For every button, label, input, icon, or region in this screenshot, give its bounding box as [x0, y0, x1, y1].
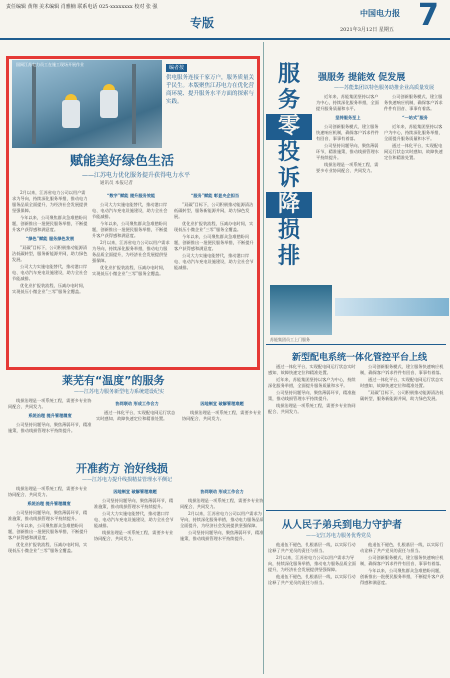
paragraph: 线损治理是一项系统工程，需要多专业协同配合、共同发力。 — [180, 498, 264, 509]
paragraph: 通过一体化平台，实现配电网运行状态实时感知、故障快速定位和精准处置。 — [384, 143, 443, 160]
right-column-2 — [384, 94, 446, 284]
vertical-char: 排 — [277, 244, 300, 269]
paragraph: 公司坚持问题导向，聚焦薄弱环节，精准施策，推动线损管理水平持续提升。 — [180, 530, 264, 541]
paragraph: 今年以来，公司聚焦群众急难愁盼问题，创新推出一批便民服务举措，不断提升客户获得感和满意度。 — [174, 234, 254, 251]
right-banner — [335, 298, 449, 316]
paragraph: 优化业扩报装流程，压减办电时间，实现低压小微企业“三零”服务全覆盖。 — [174, 221, 254, 232]
hard-hat-2 — [103, 84, 115, 90]
paragraph: 公司坚持问题导向，聚焦薄弱环节，精准施策，推动线损管理水平持续提升。 — [268, 390, 356, 401]
paragraph: 公司坚持问题导向，聚焦薄弱环节，精准施策，推动线损管理水平持续提升。 — [8, 510, 88, 521]
issue-date: 2021年3月12日 星期五 — [340, 27, 394, 33]
section-title: 专版 — [190, 16, 215, 30]
article-column-1 — [12, 190, 88, 366]
paragraph: 线损治理是一项系统工程，需要多专业协同配合、共同发力。 — [94, 530, 174, 541]
section-subhead: 因地制宜 破解管理难题 — [113, 489, 157, 494]
story-4-col-2 — [94, 486, 176, 674]
paragraph: 线损治理是一项系统工程，需要多专业协同配合、共同发力。 — [8, 486, 88, 497]
paragraph: 近年来，苏能集团坚持以客户为中心，持续深化服务举措，全面提升服务质量和水平。 — [268, 377, 356, 388]
paragraph: 他退伍不褪色，扎根基层一线，以实际行动诠释了共产党员的责任与担当。 — [268, 574, 356, 585]
paragraph: 公司坚持问题导向，聚焦薄弱环节，精准施策，推动线损管理水平持续提升。 — [94, 498, 174, 509]
section-subhead: 坚持服务至上 — [335, 115, 361, 120]
headline-4[interactable]: 开准药方 治好线损 — [76, 462, 168, 475]
paragraph: “双碳”目标下，公司积极推动能源清洁低碳转型，服务新能源并网，助力绿色发展。 — [174, 202, 254, 219]
paragraph: 近年来，苏能集团坚持以客户为中心，持续深化服务举措，全面提升服务质量和水平。 — [316, 94, 379, 111]
paragraph: 2月以来，江苏省电力公司以用户需求为导向，持续深化服务举措，推动电力服务品质全面提升，为经济社会发展提供坚强保障。 — [180, 511, 264, 528]
hard-hat-1 — [65, 94, 77, 100]
paragraph: 2月以来，江苏省电力公司以用户需求为导向，持续深化服务举措，推动电力服务品质全面提升，为经济社会发展提供坚强保障。 — [12, 190, 88, 213]
article-photo — [12, 60, 162, 148]
paragraph: 公司大力实施电能替代，推动港口岸电、电动汽车充电设施建设，助力全社会节能减排。 — [92, 202, 168, 219]
vertical-char: 诉 — [277, 166, 300, 191]
subhead-4: ——江苏电力提升线损精益管理水平侧记 — [82, 477, 173, 483]
paragraph: 今年以来，公司聚焦群众急难愁盼问题，创新推出一批便民服务举措，不断提升客户获得感和满意度。 — [360, 568, 444, 585]
paragraph: 近年来，苏能集团坚持以客户为中心，持续深化服务举措，全面提升服务质量和水平。 — [384, 124, 443, 141]
paragraph: 2月以来，江苏省电力公司以用户需求为导向，持续深化服务举措，推动电力服务品质全面提升，为经济社会发展提供坚强保障。 — [92, 240, 170, 263]
article-subhead: ——江苏电力优化服务提升获得电力水平 — [82, 172, 191, 179]
section-subhead: “数字”赋能 提升服务效能 — [106, 193, 156, 198]
utility-pole-2 — [132, 64, 136, 144]
subhead-5: ——记江苏电力服务优秀党员 — [306, 533, 372, 539]
paragraph: 线损治理是一项系统工程，需要多专业协同配合、共同发力。 — [182, 410, 262, 421]
paragraph: 公司创新服务模式，建立服务快速响应机制，确保客户诉求件件有回音、事事有着落。 — [316, 124, 379, 141]
paragraph: 公司坚持问题导向，聚焦薄弱环节，精准施策，推动线损管理水平持续提升。 — [316, 143, 379, 160]
paragraph: 公司坚持问题导向，聚焦薄弱环节，精准施策，推动线损管理水平持续提升。 — [8, 422, 92, 433]
page-number: 7 — [418, 0, 439, 33]
paragraph: 公司大力实施电能替代，推动港口岸电、电动汽车充电设施建设，助力全社会节能减排。 — [12, 264, 88, 281]
paragraph: 公司创新服务模式，建立服务快速响应机制，确保客户诉求件件有回音、事事有着落。 — [384, 94, 443, 111]
section-subhead: 协同联动 形成工作合力 — [115, 401, 159, 406]
paragraph: 优化业扩报装流程，压减办电时间，实现低压小微企业“三零”服务全覆盖。 — [92, 265, 168, 276]
article-column-2 — [92, 190, 170, 366]
paragraph: 今年以来，公司聚焦群众急难愁盼问题，创新推出一批便民服务举措，不断提升客户获得感和满意度。 — [92, 221, 168, 238]
divider-rule — [266, 510, 446, 511]
editor-note — [166, 64, 254, 106]
section-subhead: 因地制宜 破解管理难题 — [200, 401, 244, 406]
vertical-headline — [266, 62, 312, 270]
right-subhead: ——苏能集团以特色服务助推企业高质量发展 — [334, 85, 435, 91]
article-byline: 通讯员 本报记者 — [100, 181, 133, 186]
column-divider — [263, 42, 264, 674]
paragraph: 通过一体化平台，实现配电网运行状态实时感知、故障快速定位和精准处置。 — [268, 364, 356, 375]
vertical-char: 服 — [277, 62, 300, 87]
paragraph: 他退伍不褪色，扎根基层一线，以实际行动诠释了共产党员的责任与担当。 — [268, 542, 356, 553]
paragraph: 他退伍不褪色，扎根基层一线，以实际行动诠释了共产党员的责任与担当。 — [360, 542, 444, 553]
headline-3[interactable]: 新型配电系统一体化管控平台上线 — [292, 353, 428, 363]
subhead-2: ——江苏电力服务新型电力系统建设纪实 — [74, 389, 165, 395]
worker-figure-2 — [100, 90, 118, 118]
story-5-col-2 — [360, 542, 446, 674]
section-subhead: “服务”赋能 彰显央企担当 — [190, 193, 240, 198]
section-subhead: 协同联动 形成工作合力 — [200, 489, 244, 494]
paragraph: 通过一体化平台，实现配电网运行状态实时感知、故障快速定位和精准处置。 — [96, 410, 176, 421]
utility-pole-1 — [32, 64, 36, 144]
story-3-col-2 — [360, 364, 446, 506]
paragraph: “双碳”目标下，公司积极推动能源清洁低碳转型，服务新能源并网，助力绿色发展。 — [360, 390, 444, 401]
newspaper-name: 中国电力报 — [360, 8, 400, 18]
editor-note-badge: 编者按 — [166, 64, 187, 72]
article-headline[interactable]: 赋能美好绿色生活 — [70, 154, 175, 169]
paragraph: 线损治理是一项系统工程，需要多专业协同配合、共同发力。 — [268, 403, 356, 414]
story-4-col-1 — [8, 486, 90, 674]
story-2-col-1 — [8, 398, 92, 454]
paragraph: 线损治理是一项系统工程，需要多专业协同配合、共同发力。 — [316, 162, 379, 173]
headline-2[interactable]: 莱芜有“温度”的服务 — [62, 374, 165, 387]
vertical-char: 零 — [266, 114, 312, 140]
paragraph: 公司大力实施电能替代，推动港口岸电、电动汽车充电设施建设，助力全社会节能减排。 — [94, 511, 174, 528]
worker-figure-1 — [62, 100, 80, 128]
paragraph: “双碳”目标下，公司积极推动能源清洁低碳转型，服务新能源并网，助力绿色发展。 — [12, 245, 88, 262]
section-subhead: 系统治理 提升管理精度 — [28, 413, 72, 418]
section-subhead: “一站式”服务 — [402, 115, 428, 120]
vertical-char: 降 — [266, 192, 312, 218]
paragraph: 今年以来，公司聚焦群众急难愁盼问题，创新推出一批便民服务举措，不断提升客户获得感和满意度。 — [12, 215, 88, 232]
story-2-col-3 — [182, 398, 262, 454]
paragraph: 公司创新服务模式，建立服务快速响应机制，确保客户诉求件件有回音、事事有着落。 — [360, 555, 444, 566]
paragraph: 今年以来，公司聚焦群众急难愁盼问题，创新推出一批便民服务举措，不断提升客户获得感和满意度。 — [8, 523, 88, 540]
section-subhead: 系统治理 提升管理精度 — [27, 501, 71, 506]
divider-rule — [266, 344, 446, 345]
story-4-col-3 — [180, 486, 264, 674]
right-photo-caption: 苏能集团员工上门服务 — [270, 337, 310, 342]
paragraph: 优化业扩报装流程，压减办电时间，实现低压小微企业“三零”服务全覆盖。 — [12, 283, 88, 294]
paragraph: 2月以来，江苏省电力公司以用户需求为导向，持续深化服务举措，推动电力服务品质全面提升，为经济社会发展提供坚强保障。 — [268, 555, 356, 572]
right-photo — [270, 285, 332, 335]
article-column-3 — [174, 190, 256, 366]
paragraph: 公司大力实施电能替代，推动港口岸电、电动汽车充电设施建设，助力全社会节能减排。 — [174, 253, 254, 270]
paragraph: 公司创新服务模式，建立服务快速响应机制，确保客户诉求件件有回音、事事有着落。 — [360, 364, 444, 375]
story-2-col-2 — [96, 398, 178, 454]
vertical-char: 务 — [277, 88, 300, 113]
masthead-meta: 责任编辑 黄翔 美术编辑 肖雅楠 联系电话 025-xxxxxxxx 校对 张 强 — [6, 4, 158, 10]
right-column-1 — [316, 94, 380, 284]
photo-caption: 国网江苏电力员工在施工现场开展作业 — [16, 62, 84, 67]
masthead — [0, 0, 450, 40]
editor-note-text: 供电服务连接千家万户，服务质量关乎民生。本版聚焦江苏电力在优化营商环境、提升服务水平方面的探索与实践。 — [166, 75, 255, 105]
section-subhead: “绿色”赋能 服务绿色发展 — [25, 236, 75, 241]
paragraph: 优化业扩报装流程，压减办电时间，实现低压小微企业“三零”服务全覆盖。 — [8, 542, 88, 553]
paragraph: 通过一体化平台，实现配电网运行状态实时感知、故障快速定位和精准处置。 — [360, 377, 444, 388]
vertical-char: 投 — [277, 140, 300, 165]
vertical-char: 损 — [277, 218, 300, 243]
story-3-col-1 — [268, 364, 356, 506]
right-headline[interactable]: 强服务 提能效 促发展 — [318, 73, 406, 83]
headline-5[interactable]: 从人民子弟兵到电力守护者 — [282, 520, 402, 531]
story-5-col-1 — [268, 542, 356, 674]
paragraph: 线损治理是一项系统工程，需要多专业协同配合、共同发力。 — [8, 398, 92, 409]
